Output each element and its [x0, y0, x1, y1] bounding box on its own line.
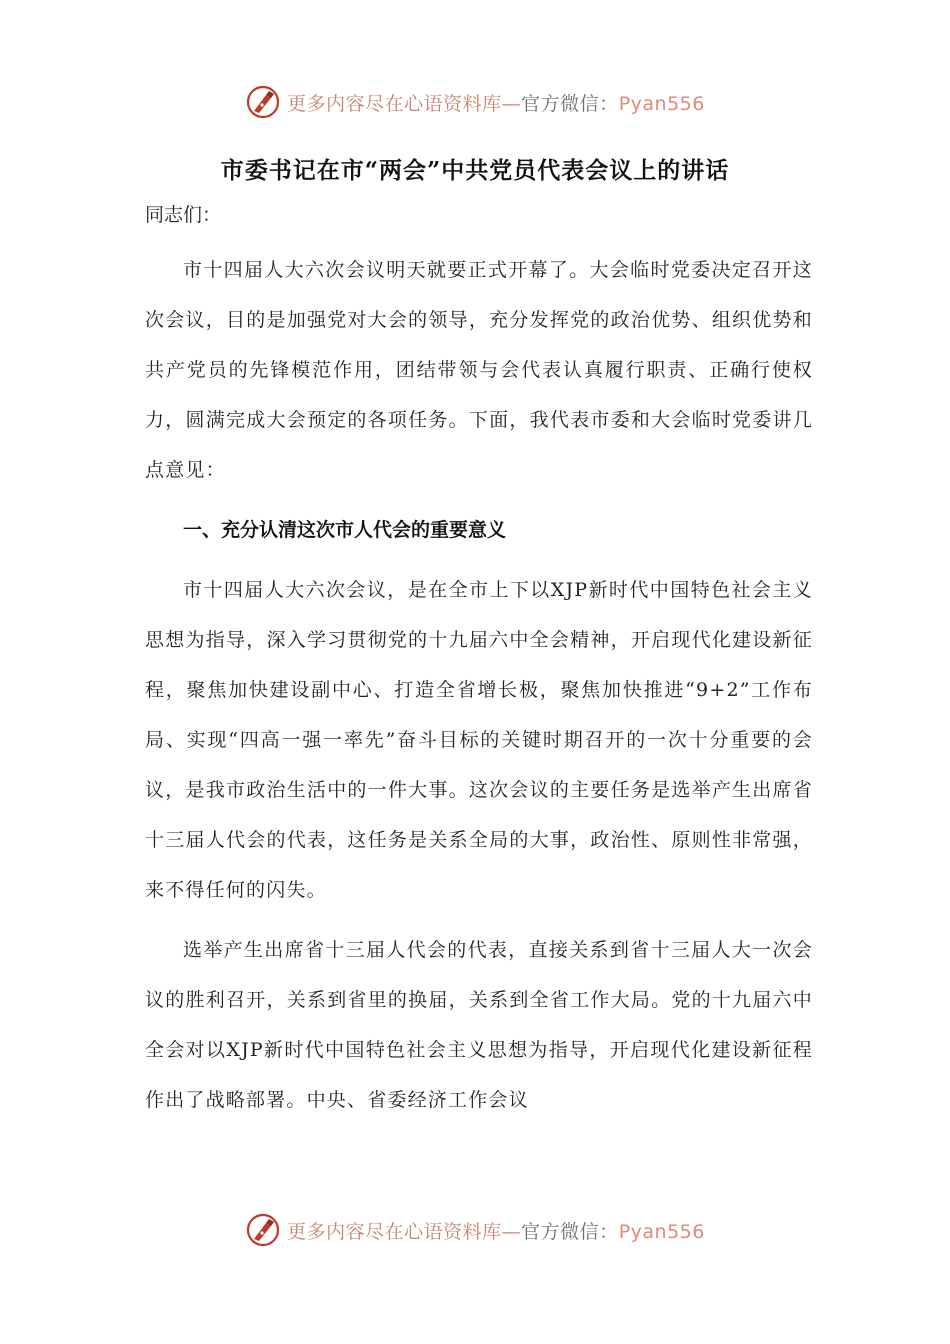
pen-nib-icon	[245, 1212, 281, 1248]
pen-nib-icon	[245, 84, 281, 120]
watermark-library-name: 更多内容尽在心语资料库	[287, 1220, 502, 1243]
watermark-library-name: 更多内容尽在心语资料库	[287, 92, 502, 115]
header-watermark-banner	[0, 82, 950, 122]
document-title: 市委书记在市“两会”中共党员代表会议上的讲话	[220, 157, 730, 184]
watermark-separator: —	[501, 1220, 522, 1243]
watermark-wechat-label: 官方微信：	[521, 1220, 619, 1243]
watermark-text	[287, 89, 705, 116]
watermark-wechat-label: 官方微信：	[521, 92, 619, 115]
salutation: 同志们：	[145, 204, 222, 226]
section-1-paragraph-2: 选举产生出席省十三届人代会的代表，直接关系到省十三届人大一次会议的胜利召开，关系到省里的换届，关系到全省工作大局。党的十九届六中全会对以XJP新时代中国特色社会主义思想为指导，开启现代化建设新征程作出了战略部署。中央、省委经济工作会议	[145, 939, 813, 1111]
watermark-wechat-handle: Pyan556	[618, 1220, 705, 1243]
intro-paragraph: 市十四届人大六次会议明天就要正式开幕了。大会临时党委决定召开这次会议，目的是加强党对大会的领导，充分发挥党的政治优势、组织优势和共产党员的先锋模范作用，团结带领与会代表认真履行职责、正确行使权力，圆满完成大会预定的各项任务。下面，我代表市委和大会临时党委讲几点意见：	[145, 259, 813, 481]
watermark-separator: —	[501, 92, 522, 115]
document-body	[145, 190, 813, 1135]
watermark-wechat-handle: Pyan556	[618, 92, 705, 115]
watermark-text	[287, 1217, 705, 1244]
footer-watermark-banner	[0, 1210, 950, 1250]
section-heading-1: 一、充分认清这次市人代会的重要意义	[183, 519, 507, 541]
section-1-paragraph-1: 市十四届人大六次会议，是在全市上下以XJP新时代中国特色社会主义思想为指导，深入学习贯彻党的十九届六中全会精神，开启现代化建设新征程，聚焦加快建设副中心、打造全省增长极，聚焦加快推进“9+2”工作布局、实现“四高一强一率先”奋斗目标的关键时期召开的一次十分重要的会议，是我市政治生活中的一件大事。这次会议的主要任务是选举产生出席省十三届人代会的代表，这任务是关系全局的大事，政治性、原则性非常强，来不得任何的闪失。	[145, 579, 813, 901]
